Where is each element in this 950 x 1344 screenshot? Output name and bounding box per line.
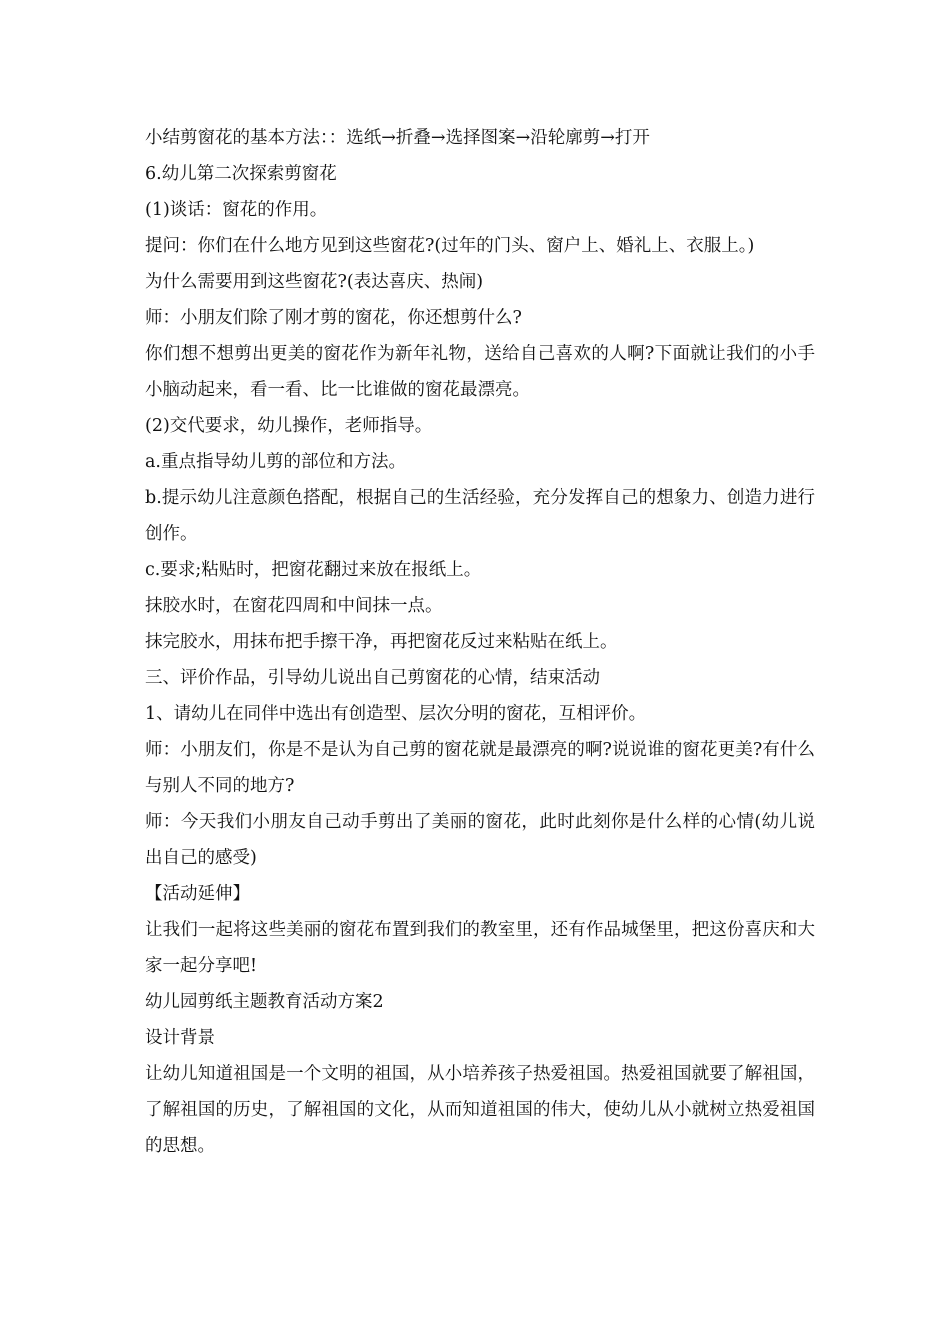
paragraph-share: 让我们一起将这些美丽的窗花布置到我们的教室里，还有作品城堡里，把这份喜庆和大家一起分享吧!: [145, 920, 815, 976]
paragraph-teacher-feeling: 师：今天我们小朋友自己动手剪出了美丽的窗花，此时此刻你是什么样的心情(幼儿说出自己的感受): [145, 812, 815, 868]
section-heading-extension: 【活动延伸】: [145, 884, 250, 904]
paragraph-requirements: (2)交代要求，幼儿操作，老师指导。: [145, 416, 433, 436]
paragraph-second-exploration: 6.幼儿第二次探索剪窗花: [145, 164, 337, 184]
paragraph-item-b: b.提示幼儿注意颜色搭配，根据自己的生活经验，充分发挥自己的想象力、创造力进行创作。: [145, 488, 815, 544]
paragraph-method-summary: 小结剪窗花的基本方法：：选纸→折叠→选择图案→沿轮廓剪→打开: [145, 128, 650, 148]
paragraph-teacher-ask: 师：小朋友们除了刚才剪的窗花，你还想剪什么?: [145, 308, 522, 328]
section-heading-evaluation: 三、评价作品，引导幼儿说出自己剪窗花的心情，结束活动: [145, 668, 600, 688]
paragraph-wipe: 抹完胶水，用抹布把手擦干净，再把窗花反过来粘贴在纸上。: [145, 632, 618, 652]
paragraph-teacher-compare: 师：小朋友们，你是不是认为自己剪的窗花就是最漂亮的啊?说说谁的窗花更美?有什么与别人不同的地方?: [145, 740, 815, 796]
paragraph-why: 为什么需要用到这些窗花?(表达喜庆、热闹): [145, 272, 484, 292]
paragraph-background: 让幼儿知道祖国是一个文明的祖国，从小培养孩子热爱祖国。热爱祖国就要了解祖国，了解祖国的历史，了解祖国的文化，从而知道祖国的伟大，使幼儿从小就树立热爱祖国的思想。: [145, 1064, 815, 1156]
paragraph-item-a: a.重点指导幼儿剪的部位和方法。: [145, 452, 406, 472]
paragraph-question: 提问：你们在什么地方见到这些窗花?(过年的门头、窗户上、婚礼上、衣服上。): [145, 236, 755, 256]
paragraph-gift: 你们想不想剪出更美的窗花作为新年礼物，送给自己喜欢的人啊?下面就让我们的小手小脑动起来，看一看、比一比谁做的窗花最漂亮。: [145, 344, 815, 400]
section-heading-background: 设计背景: [145, 1028, 215, 1048]
section-heading-plan-2: 幼儿园剪纸主题教育活动方案2: [145, 992, 384, 1012]
paragraph-talk: (1)谈话：窗花的作用。: [145, 200, 328, 220]
paragraph-glue: 抹胶水时，在窗花四周和中间抹一点。: [145, 596, 443, 616]
paragraph-item-c: c.要求;粘贴时，把窗花翻过来放在报纸上。: [145, 560, 482, 580]
document-body: [145, 120, 815, 1164]
paragraph-peer-review: 1、请幼儿在同伴中选出有创造型、层次分明的窗花，互相评价。: [145, 704, 647, 724]
